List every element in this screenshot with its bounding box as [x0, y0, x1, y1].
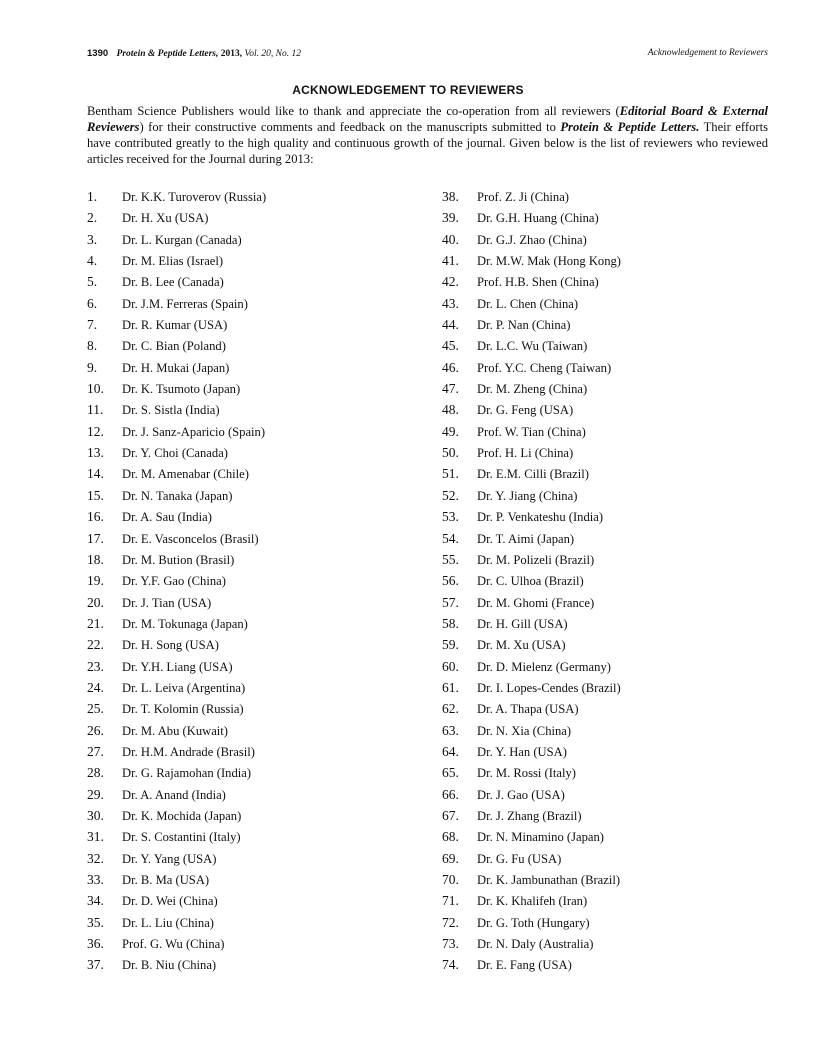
reviewer-item: [87, 250, 266, 271]
reviewer-name: Dr. H. Song (USA): [122, 638, 219, 653]
reviewer-name: Dr. N. Daly (Australia): [477, 937, 594, 952]
reviewer-item: [442, 250, 621, 271]
reviewer-item: [442, 207, 621, 228]
reviewer-item: [442, 762, 621, 783]
reviewer-number: 55.: [442, 551, 459, 567]
reviewer-number: 65.: [442, 765, 459, 781]
intro-text-1: Bentham Science Publishers would like to thank and appreciate the co-operation from all reviewers (: [87, 104, 620, 118]
reviewer-item: [442, 378, 621, 399]
reviewer-name: Dr. L. Chen (China): [477, 296, 579, 311]
reviewer-name: Dr. N. Minamino (Japan): [477, 830, 604, 845]
reviewer-name: Dr. G. Feng (USA): [477, 403, 574, 418]
reviewer-item: [442, 463, 621, 484]
reviewer-number: 56.: [442, 573, 459, 589]
reviewer-item: [442, 485, 621, 506]
reviewer-item: [442, 421, 621, 442]
reviewer-name: Dr. G.H. Huang (China): [477, 211, 599, 226]
reviewer-name: Dr. G.J. Zhao (China): [477, 232, 587, 247]
reviewer-name: Dr. M. Abu (Kuwait): [122, 723, 228, 738]
reviewer-item: [442, 954, 621, 975]
reviewer-name: Prof. G. Wu (China): [122, 937, 225, 952]
reviewer-number: 43.: [442, 295, 459, 311]
reviewer-number: 42.: [442, 274, 459, 290]
reviewer-number: 33.: [87, 872, 104, 887]
reviewer-item: [87, 229, 266, 250]
reviewer-number: 54.: [442, 530, 459, 546]
reviewer-number: 25.: [87, 701, 104, 717]
reviewer-number: 60.: [442, 658, 459, 674]
journal-year: 2013,: [220, 49, 243, 59]
reviewer-item: [442, 506, 621, 527]
reviewer-name: Dr. T. Aimi (Japan): [477, 531, 575, 546]
reviewer-item: [87, 293, 266, 314]
reviewer-name: Dr. M. Polizeli (Brazil): [477, 552, 595, 567]
reviewer-item: [442, 528, 621, 549]
reviewer-number: 52.: [442, 487, 459, 503]
reviewer-number: 69.: [442, 850, 459, 866]
reviewer-item: [442, 293, 621, 314]
reviewer-item: [442, 656, 621, 677]
reviewer-number: 13.: [87, 445, 104, 461]
reviewer-name: Dr. A. Sau (India): [122, 510, 212, 525]
reviewer-number: 40.: [442, 231, 459, 247]
reviewer-item: [87, 912, 266, 933]
reviewer-name: Dr. J.M. Ferreras (Spain): [122, 296, 248, 311]
reviewer-item: [87, 848, 266, 869]
reviewer-item: [87, 698, 266, 719]
reviewer-item: [87, 762, 266, 783]
reviewer-item: [87, 570, 266, 591]
reviewer-number: 37.: [87, 957, 104, 973]
reviewer-item: [442, 826, 621, 847]
reviewer-name: Dr. J. Gao (USA): [477, 787, 565, 802]
reviewer-item: [87, 741, 266, 762]
reviewer-item: [87, 613, 266, 634]
reviewer-number: 14.: [87, 466, 104, 482]
reviewer-name: Dr. Y. Yang (USA): [122, 851, 217, 866]
reviewer-name: Dr. P. Venkateshu (India): [477, 510, 604, 525]
reviewer-number: 8.: [87, 338, 98, 354]
reviewer-item: [442, 933, 621, 954]
reviewer-name: Prof. Y.C. Cheng (Taiwan): [477, 360, 612, 375]
reviewer-item: [87, 720, 266, 741]
reviewer-number: 63.: [442, 722, 459, 738]
reviewer-number: 21.: [87, 615, 104, 631]
reviewer-item: [442, 570, 621, 591]
reviewer-item: [87, 869, 266, 890]
reviewer-item: [442, 399, 621, 420]
reviewer-number: 45.: [442, 338, 459, 354]
reviewer-item: [87, 933, 266, 954]
intro-text-3: Their efforts have contributed greatly to the high quality and continuous growth of the journal. Given below is the list of reviewers who reviewed articles received for the Journal during 2013:: [87, 120, 768, 166]
reviewer-number: 19.: [87, 573, 104, 589]
reviewer-name: Dr. J. Zhang (Brazil): [477, 808, 582, 823]
reviewer-number: 2.: [87, 210, 98, 226]
reviewer-name: Dr. K. Mochida (Japan): [122, 808, 242, 823]
reviewer-number: 29.: [87, 786, 104, 802]
reviewer-name: Dr. J. Tian (USA): [122, 595, 212, 610]
reviewer-name: Dr. Y. Choi (Canada): [122, 446, 228, 461]
reviewer-item: [442, 805, 621, 826]
reviewer-number: 50.: [442, 445, 459, 461]
reviewer-name: Dr. Y. Jiang (China): [477, 488, 578, 503]
reviewer-item: [442, 314, 621, 335]
reviewer-list-left: [87, 186, 266, 976]
page-title: ACKNOWLEDGEMENT TO REVIEWERS: [292, 83, 524, 97]
reviewer-name: Dr. N. Tanaka (Japan): [122, 488, 233, 503]
reviewer-item: [87, 357, 266, 378]
intro-paragraph: [87, 103, 768, 167]
reviewer-name: Dr. Y.H. Liang (USA): [122, 659, 233, 674]
reviewer-item: [442, 271, 621, 292]
reviewer-number: 58.: [442, 615, 459, 631]
reviewer-name: Dr. M. Elias (Israel): [122, 254, 224, 269]
intro-emphasis-reviewers: Editorial Board & External Reviewers: [87, 104, 768, 134]
reviewer-item: [87, 656, 266, 677]
reviewer-item: [442, 442, 621, 463]
reviewer-item: [442, 784, 621, 805]
reviewer-number: 9.: [87, 359, 98, 375]
reviewer-item: [87, 463, 266, 484]
reviewer-item: [87, 592, 266, 613]
reviewer-number: 22.: [87, 637, 104, 653]
reviewer-name: Dr. G. Toth (Hungary): [477, 915, 590, 930]
reviewer-item: [442, 912, 621, 933]
reviewer-name: Dr. A. Anand (India): [122, 787, 226, 802]
reviewer-name: Dr. E. Vasconcelos (Brasil): [122, 531, 259, 546]
reviewer-number: 36.: [87, 936, 104, 952]
reviewer-item: [442, 549, 621, 570]
reviewer-number: 28.: [87, 765, 104, 781]
reviewer-name: Dr. L. Kurgan (Canada): [122, 232, 242, 247]
reviewer-item: [442, 848, 621, 869]
reviewer-number: 72.: [442, 914, 459, 930]
reviewer-item: [87, 784, 266, 805]
reviewer-number: 59.: [442, 637, 459, 653]
reviewer-name: Dr. Y. Han (USA): [477, 744, 567, 759]
reviewer-item: [87, 677, 266, 698]
reviewer-name: Dr. M. Amenabar (Chile): [122, 467, 249, 482]
reviewer-item: [442, 634, 621, 655]
journal-volume: Vol. 20, No. 12: [244, 49, 301, 59]
reviewer-item: [442, 677, 621, 698]
reviewer-number: 27.: [87, 743, 104, 759]
reviewer-name: Dr. K. Khalifeh (Iran): [477, 894, 588, 909]
reviewer-item: [87, 826, 266, 847]
reviewer-list-right: [442, 186, 621, 976]
reviewer-number: 49.: [442, 423, 459, 439]
reviewer-number: 4.: [87, 253, 98, 269]
reviewer-item: [87, 271, 266, 292]
reviewer-number: 17.: [87, 530, 104, 546]
reviewer-item: [442, 741, 621, 762]
reviewer-item: [87, 378, 266, 399]
reviewer-number: 73.: [442, 936, 459, 952]
reviewer-number: 16.: [87, 509, 104, 525]
journal-name: Protein & Peptide Letters,: [116, 49, 219, 59]
running-header: [87, 48, 768, 62]
reviewer-number: 23.: [87, 658, 104, 674]
reviewer-name: Dr. P. Nan (China): [477, 318, 571, 333]
reviewer-number: 5.: [87, 274, 98, 290]
reviewer-number: 46.: [442, 359, 459, 375]
reviewer-number: 48.: [442, 402, 459, 418]
reviewer-name: Dr. L.C. Wu (Taiwan): [477, 339, 588, 354]
reviewer-number: 3.: [87, 231, 98, 247]
reviewer-item: [442, 357, 621, 378]
reviewer-item: [87, 634, 266, 655]
reviewer-item: [87, 335, 266, 356]
reviewer-item: [442, 592, 621, 613]
reviewer-number: 18.: [87, 551, 104, 567]
reviewer-item: [87, 485, 266, 506]
reviewer-item: [442, 698, 621, 719]
reviewer-number: 66.: [442, 786, 459, 802]
reviewer-name: Dr. K.K. Turoverov (Russia): [122, 190, 267, 204]
reviewer-name: Dr. R. Kumar (USA): [122, 318, 228, 333]
reviewer-number: 44.: [442, 317, 459, 333]
reviewer-name: Dr. B. Ma (USA): [122, 873, 210, 887]
reviewer-number: 64.: [442, 743, 459, 759]
reviewer-number: 41.: [442, 253, 459, 269]
reviewer-item: [442, 186, 621, 207]
reviewer-number: 10.: [87, 381, 104, 397]
reviewer-name: Dr. K. Tsumoto (Japan): [122, 382, 241, 397]
reviewer-number: 30.: [87, 807, 104, 823]
reviewer-item: [87, 186, 266, 207]
reviewer-number: 24.: [87, 679, 104, 695]
reviewer-item: [87, 805, 266, 826]
reviewer-number: 6.: [87, 295, 98, 311]
reviewer-name: Dr. E.M. Cilli (Brazil): [477, 467, 589, 482]
reviewer-name: Dr. H. Gill (USA): [477, 616, 568, 631]
reviewer-name: Prof. W. Tian (China): [477, 424, 586, 439]
reviewer-name: Dr. G. Fu (USA): [477, 851, 562, 866]
reviewer-item: [87, 549, 266, 570]
reviewer-name: Dr. S. Costantini (Italy): [122, 830, 241, 845]
reviewer-name: Dr. M. Rossi (Italy): [477, 766, 576, 781]
header-left: [87, 48, 301, 59]
reviewer-number: 31.: [87, 829, 104, 845]
reviewer-item: [442, 869, 621, 890]
reviewer-name: Dr. K. Jambunathan (Brazil): [477, 873, 621, 887]
intro-text-2: ) for their constructive comments and feedback on the manuscripts submitted to: [139, 120, 561, 134]
reviewer-number: 35.: [87, 914, 104, 930]
reviewer-item: [442, 335, 621, 356]
reviewer-name: Dr. D. Mielenz (Germany): [477, 659, 611, 674]
reviewer-name: Dr. J. Sanz-Aparicio (Spain): [122, 424, 266, 439]
reviewer-name: Prof. Z. Ji (China): [477, 190, 569, 204]
reviewer-name: Dr. M. Tokunaga (Japan): [122, 616, 248, 631]
reviewer-number: 32.: [87, 850, 104, 866]
reviewer-name: Dr. L. Leiva (Argentina): [122, 680, 246, 695]
reviewer-name: Dr. H. Mukai (Japan): [122, 360, 230, 375]
reviewer-name: Prof. H.B. Shen (China): [477, 275, 599, 290]
reviewer-item: [87, 442, 266, 463]
reviewer-name: Dr. H. Xu (USA): [122, 211, 209, 226]
reviewer-name: Dr. M. Ghomi (France): [477, 595, 595, 610]
reviewer-item: [442, 613, 621, 634]
reviewer-item: [87, 314, 266, 335]
reviewer-number: 67.: [442, 807, 459, 823]
reviewer-name: Dr. D. Wei (China): [122, 894, 218, 909]
reviewer-name: Dr. Y.F. Gao (China): [122, 574, 226, 589]
reviewer-number: 70.: [442, 872, 459, 887]
reviewer-name: Dr. M. Zheng (China): [477, 382, 588, 397]
reviewer-number: 61.: [442, 679, 459, 695]
reviewer-number: 15.: [87, 487, 104, 503]
reviewer-name: Dr. B. Lee (Canada): [122, 275, 224, 290]
reviewer-name: Dr. T. Kolomin (Russia): [122, 702, 244, 717]
reviewer-number: 71.: [442, 893, 459, 909]
reviewer-number: 39.: [442, 210, 459, 226]
reviewer-number: 1.: [87, 189, 98, 204]
reviewer-name: Prof. H. Li (China): [477, 446, 574, 461]
reviewer-item: [87, 421, 266, 442]
reviewer-number: 38.: [442, 189, 459, 204]
reviewer-name: Dr. B. Niu (China): [122, 958, 217, 973]
intro-emphasis-journal: Protein & Peptide Letters.: [560, 120, 700, 134]
reviewer-number: 68.: [442, 829, 459, 845]
reviewer-name: Dr. M. Bution (Brasil): [122, 552, 235, 567]
page-number: 1390: [87, 48, 109, 59]
reviewer-number: 26.: [87, 722, 104, 738]
reviewer-name: Dr. C. Ulhoa (Brazil): [477, 574, 584, 589]
reviewer-number: 47.: [442, 381, 459, 397]
reviewer-item: [87, 207, 266, 228]
reviewer-number: 57.: [442, 594, 459, 610]
reviewer-name: Dr. G. Rajamohan (India): [122, 766, 252, 781]
section-title: Acknowledgement to Reviewers: [647, 48, 768, 58]
reviewer-name: Dr. E. Fang (USA): [477, 958, 572, 973]
reviewer-item: [87, 890, 266, 911]
reviewer-number: 53.: [442, 509, 459, 525]
reviewer-number: 34.: [87, 893, 104, 909]
reviewer-number: 12.: [87, 423, 104, 439]
reviewer-item: [442, 229, 621, 250]
reviewer-name: Dr. I. Lopes-Cendes (Brazil): [477, 680, 621, 695]
reviewer-number: 7.: [87, 317, 98, 333]
reviewer-item: [87, 528, 266, 549]
reviewer-number: 51.: [442, 466, 459, 482]
reviewer-number: 20.: [87, 594, 104, 610]
reviewer-item: [442, 890, 621, 911]
reviewer-item: [87, 954, 266, 975]
reviewer-name: Dr. C. Bian (Poland): [122, 339, 226, 354]
reviewer-name: Dr. L. Liu (China): [122, 915, 214, 930]
reviewer-name: Dr. M. Xu (USA): [477, 638, 566, 653]
reviewer-item: [87, 506, 266, 527]
reviewer-name: Dr. M.W. Mak (Hong Kong): [477, 254, 622, 269]
reviewer-name: Dr. S. Sistla (India): [122, 403, 220, 418]
reviewer-item: [442, 720, 621, 741]
reviewer-item: [87, 399, 266, 420]
reviewer-number: 62.: [442, 701, 459, 717]
reviewer-name: Dr. A. Thapa (USA): [477, 702, 579, 717]
reviewer-name: Dr. H.M. Andrade (Brasil): [122, 744, 255, 759]
reviewer-name: Dr. N. Xia (China): [477, 723, 572, 738]
reviewer-number: 11.: [87, 402, 104, 418]
reviewer-number: 74.: [442, 957, 459, 973]
